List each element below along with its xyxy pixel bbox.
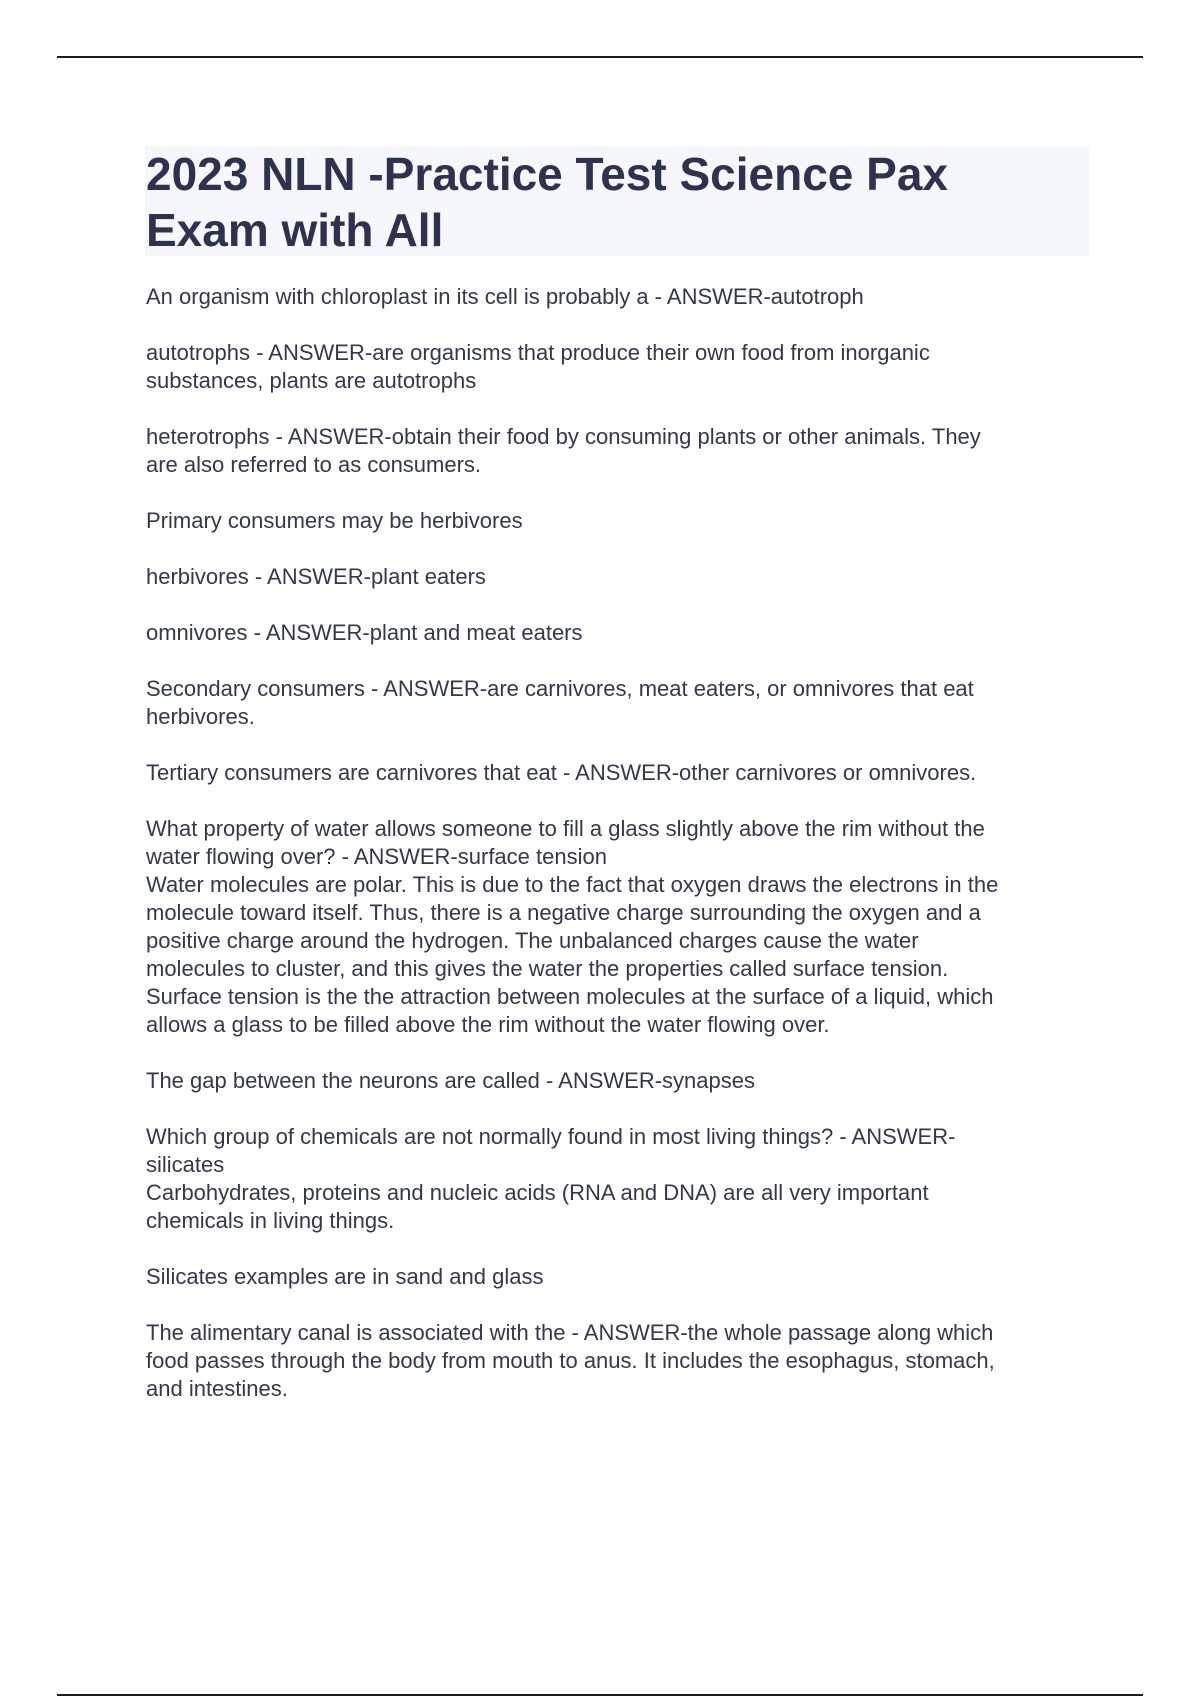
entry-line: What property of water allows someone to fill a glass slightly above the rim without the <box>146 816 985 841</box>
qa-entry <box>146 675 1096 731</box>
document-title: 2023 NLN -Practice Test Science Pax Exam with All <box>146 148 949 256</box>
qa-entry <box>146 507 1096 535</box>
entry-line: chemicals in living things. <box>146 1208 395 1233</box>
qa-entry <box>146 619 1096 647</box>
entry-line: Surface tension is the the attraction between molecules at the surface of a liquid, which <box>146 984 994 1009</box>
qa-entry <box>146 1067 1096 1095</box>
entry-line: and intestines. <box>146 1376 288 1401</box>
qa-entry <box>146 1123 1096 1235</box>
document-body <box>146 283 1096 1431</box>
entry-line: are also referred to as consumers. <box>146 452 482 477</box>
header-rule <box>57 56 1143 58</box>
entry-line: Primary consumers may be herbivores <box>146 508 523 533</box>
qa-entry <box>146 1263 1096 1291</box>
entry-line: molecules to cluster, and this gives the water the properties called surface tension. <box>146 956 949 981</box>
entry-line: The alimentary canal is associated with the - ANSWER-the whole passage along which <box>146 1320 994 1345</box>
qa-entry <box>146 815 1096 1039</box>
footer-rule <box>57 1694 1143 1696</box>
entry-line: positive charge around the hydrogen. The unbalanced charges cause the water <box>146 928 919 953</box>
entry-line: food passes through the body from mouth to anus. It includes the esophagus, stomach, <box>146 1348 995 1373</box>
qa-entry <box>146 339 1096 395</box>
entry-line: Which group of chemicals are not normally found in most living things? - ANSWER- <box>146 1124 956 1149</box>
entry-line: Silicates examples are in sand and glass <box>146 1264 544 1289</box>
entry-line: An organism with chloroplast in its cell is probably a - ANSWER-autotroph <box>146 284 864 309</box>
entry-line: herbivores - ANSWER-plant eaters <box>146 564 486 589</box>
entry-line: allows a glass to be filled above the rim without the water flowing over. <box>146 1012 830 1037</box>
entry-line: substances, plants are autotrophs <box>146 368 477 393</box>
entry-line: omnivores - ANSWER-plant and meat eaters <box>146 620 583 645</box>
entry-line: herbivores. <box>146 704 255 729</box>
entry-line: The gap between the neurons are called - ANSWER-synapses <box>146 1068 755 1093</box>
qa-entry <box>146 563 1096 591</box>
qa-entry <box>146 423 1096 479</box>
qa-entry <box>146 759 1096 787</box>
entry-line: heterotrophs - ANSWER-obtain their food by consuming plants or other animals. They <box>146 424 981 449</box>
entry-line: Water molecules are polar. This is due to the fact that oxygen draws the electrons in the <box>146 872 999 897</box>
qa-entry <box>146 283 1096 311</box>
entry-line: silicates <box>146 1152 225 1177</box>
entry-line: autotrophs - ANSWER-are organisms that produce their own food from inorganic <box>146 340 930 365</box>
entry-line: water flowing over? - ANSWER-surface tension <box>146 844 607 869</box>
entry-line: Tertiary consumers are carnivores that eat - ANSWER-other carnivores or omnivores. <box>146 760 977 785</box>
entry-line: Secondary consumers - ANSWER-are carnivores, meat eaters, or omnivores that eat <box>146 676 974 701</box>
entry-line: Carbohydrates, proteins and nucleic acids (RNA and DNA) are all very important <box>146 1180 929 1205</box>
qa-entry <box>146 1319 1096 1403</box>
entry-line: molecule toward itself. Thus, there is a negative charge surrounding the oxygen and a <box>146 900 981 925</box>
